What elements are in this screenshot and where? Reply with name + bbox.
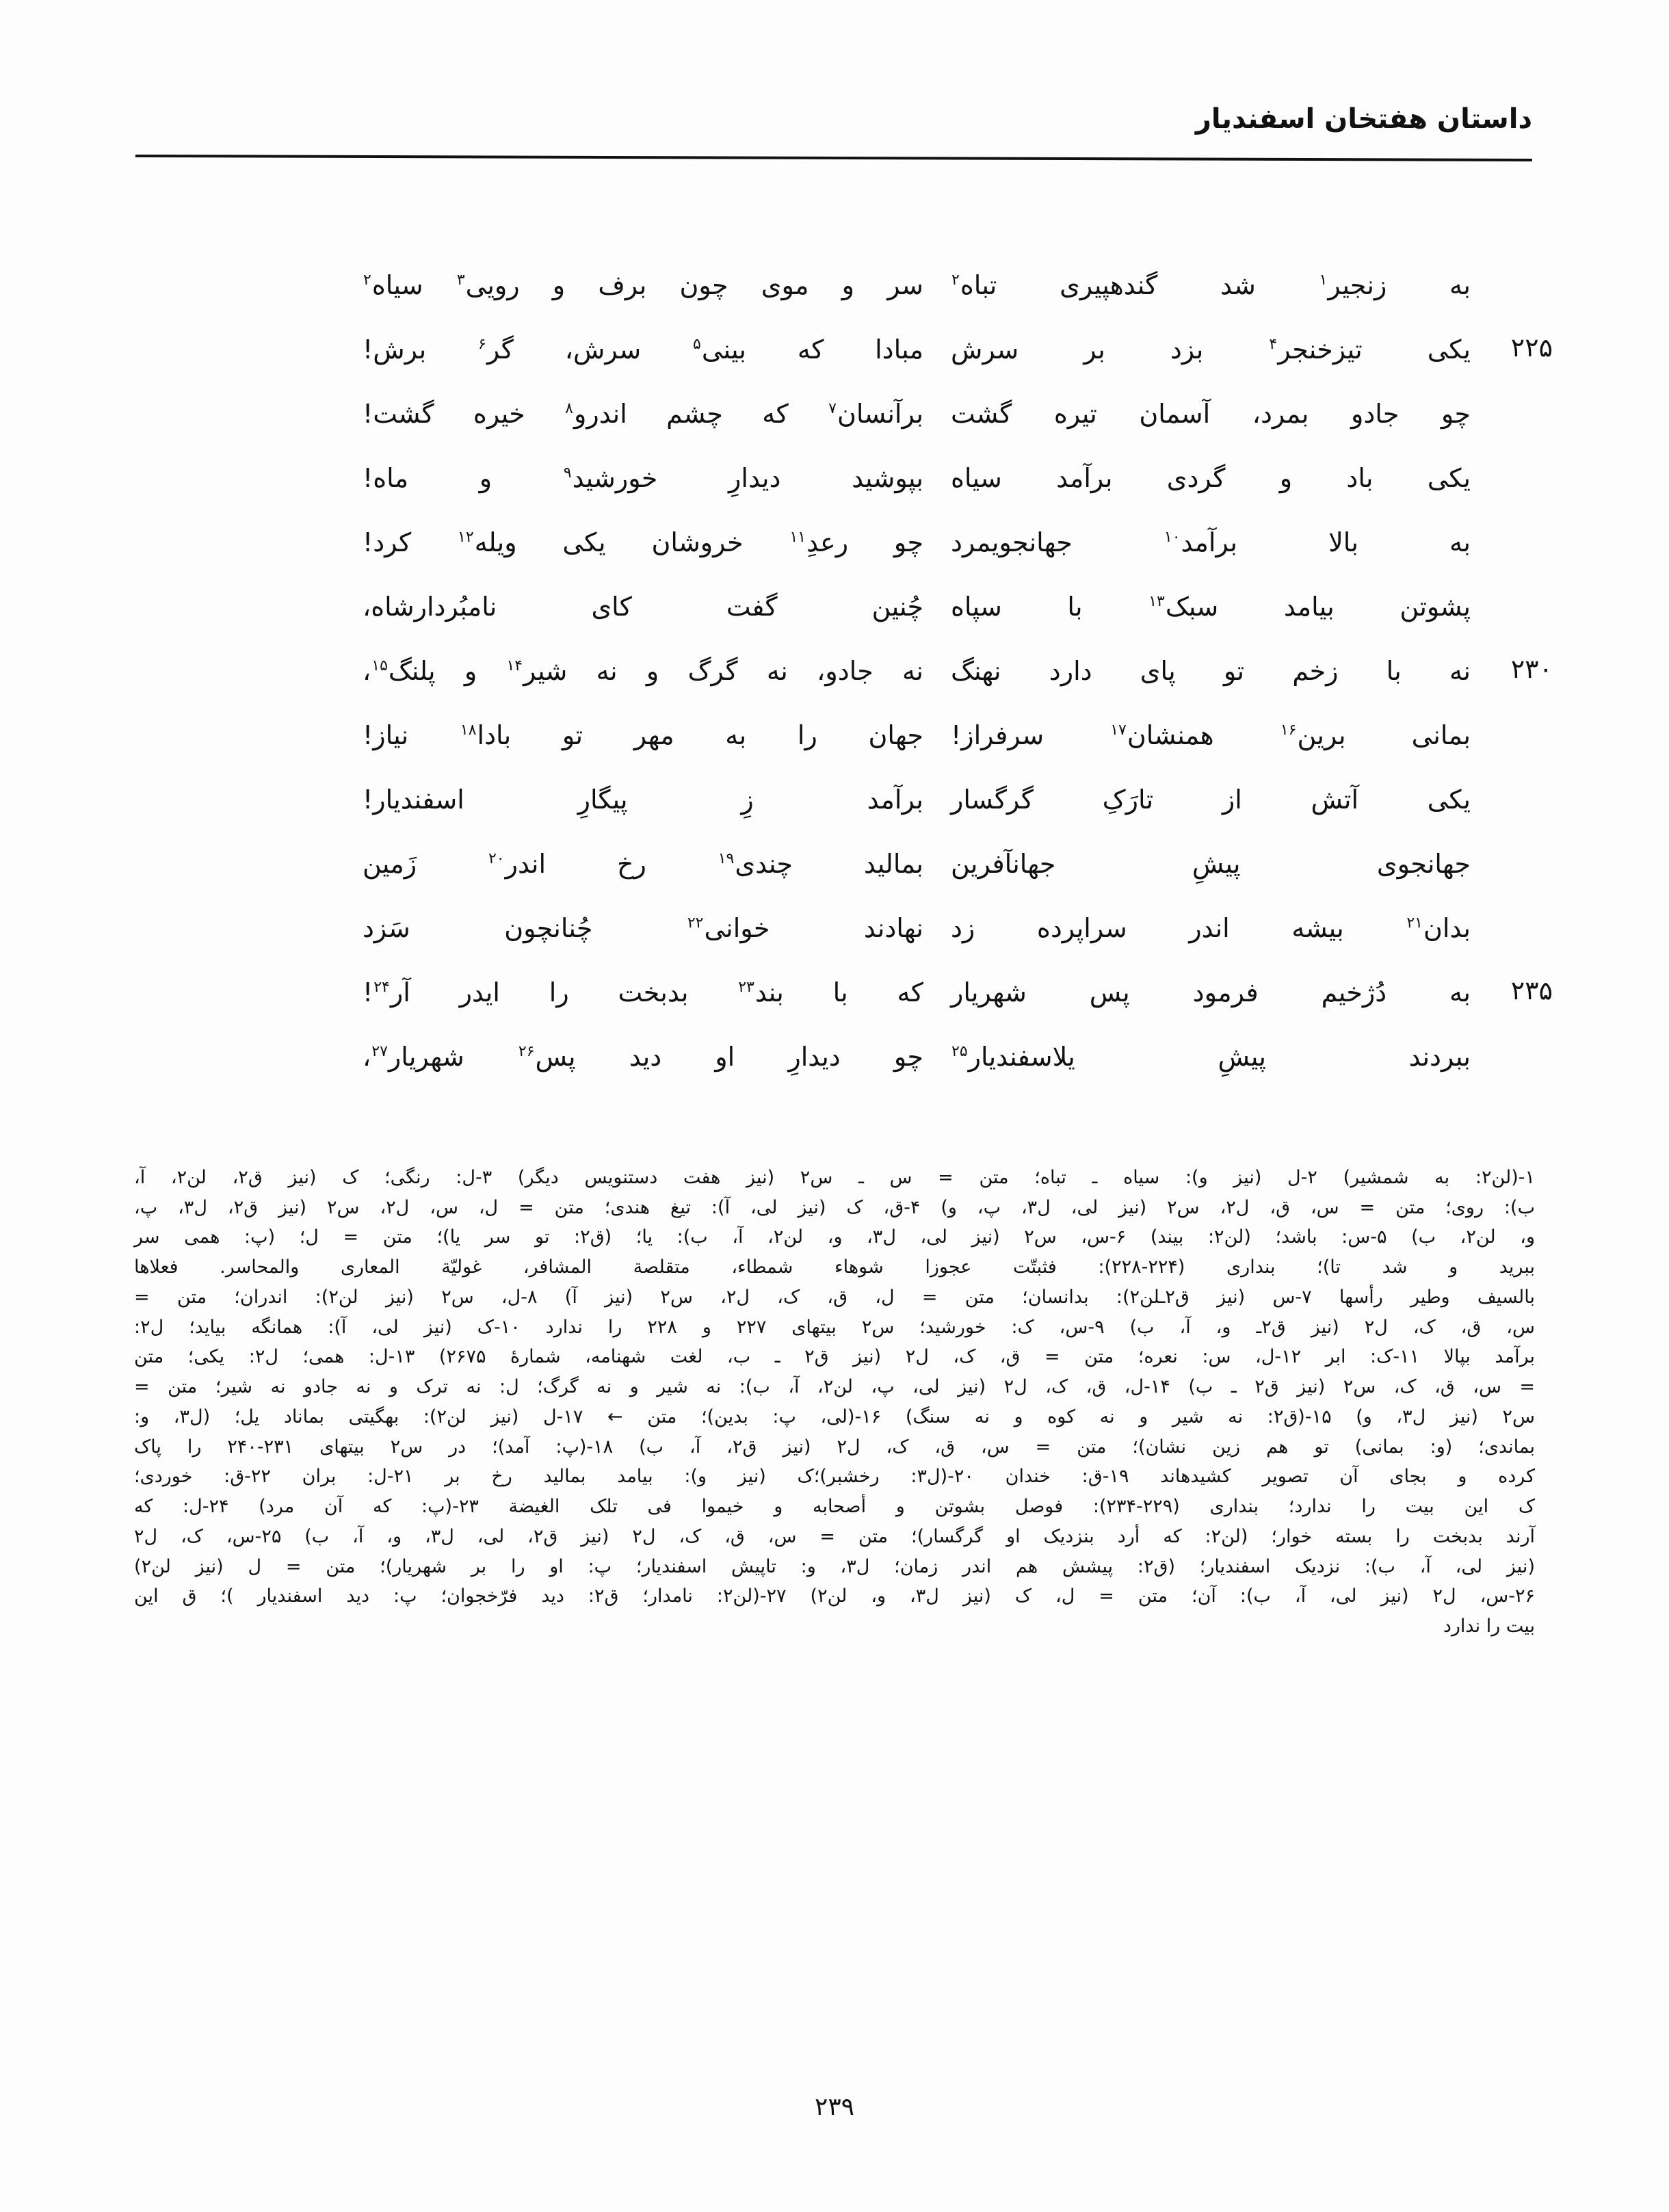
apparatus-line: و، لن۲، ب) ۵-س: باشد؛ (لن۲: بیند) ۶-س، س۲ (نیز لی، ل۳، و، لن۲، آ، ب): یا؛ (ق۲: تو سر یا)؛ متن = ل؛ (پ: همی سر (134, 1226, 1535, 1248)
verse-number (1471, 580, 1553, 590)
hemistich-right: پشوتن بیامد سبک$^{۱۳}$ با سپاه (951, 592, 1471, 622)
hemistich-right: یکی باد و گردی برآمد سیاه (951, 463, 1471, 493)
running-head-title: داستان هفتخان اسفندیار (1195, 103, 1532, 135)
couplet (192, 580, 1553, 633)
hemistich-left: بمالید چندی$^{۱۹}$ رخ اندر$^{۲۰}$ زَمین (363, 849, 923, 879)
footnote-marker: ۲۷ (371, 1043, 388, 1061)
apparatus-line: ۱-(لن۲: به شمشیر) ۲-ل (نیز و): سیاه ـ تباه؛ متن = س ـ س۲ (نیز هفت دستنویس دیگر) ۳-ل: رنگی؛ ک (نیز ق۲، لن۲، آ، (134, 1167, 1536, 1188)
hemistich-left: که با بند$^{۲۳}$ بدبخت را ایدر آر$^{۲۴}$! (363, 977, 923, 1008)
footnote-marker: ۱۵ (371, 657, 388, 675)
footnote-marker: ۲۳ (738, 979, 754, 997)
apparatus-line: س۲ (نیز ل۳، و) ۱۵-(ق۲: نه شیر و نه کوه و نه سنگ) ۱۶-(لی، پ: بدین)؛ متن ← ۱۷-ل (نیز لن۲): بهگیتی بماناد یل؛ (ل۳، و: (134, 1406, 1535, 1427)
footnote-marker: ۲۵ (951, 1043, 968, 1061)
verse-number (1471, 1030, 1553, 1040)
hemistich-left: نهادند خوانی$^{۲۲}$ چُنانچون سَزد (363, 913, 923, 943)
footnote-marker: ۲۶ (518, 1043, 535, 1061)
footnote-marker: ۱ (1319, 272, 1328, 289)
hemistich-right: یکی تیزخنجر$^۴$ بزد بر سرش (951, 334, 1471, 365)
apparatus-line: ۲۶-س، ل۲ (نیز لی، آ، ب): آن؛ متن = ل، ک (نیز ل۳، و، لن۲) ۲۷-(لن۲: نامدار؛ ق۲: دید فرّخجوان؛ پ: دید اسفندیار )؛ ق این (134, 1585, 1536, 1607)
verse-number (1471, 387, 1553, 397)
hemistich-right: به بالا برآمد$^{۱۰}$ جهانجویمرد (951, 527, 1471, 557)
hemistich-right: جهانجوی پیشِ جهانآفرین (951, 849, 1471, 879)
hemistich-left: برآنسان$^۷$ که چشم اندرو$^۸$ خیره گشت! (363, 399, 923, 429)
hemistich-left: نه جادو، نه گرگ و نه شیر$^{۱۴}$ و پلنگ$^{۱۵}$، (363, 656, 923, 686)
couplet (192, 259, 1553, 312)
apparatus-line: بماندی؛ (و: بمانی) تو هم زین نشان)؛ متن = س، ق، ک، ل۲ (نیز ق۲، آ، ب) ۱۸-(پ: آمد)؛ در س۲ بیتهای ۲۳۱-۲۴۰ را پاک (134, 1436, 1535, 1458)
footnote-marker: ۲۲ (687, 914, 704, 932)
hemistich-left: چو دیدارِ او دید پس$^{۲۶}$ شهریار$^{۲۷}$، (363, 1042, 923, 1072)
apparatus-line: بالسیف وطیر رأسها ۷-س (نیز ق۲ـلن۲): بدانسان؛ متن = ل، ق، ک، ل۲، س۲ (نیز آ) ۸-ل، س۲ (نیز لن۲): اندران؛ متن = (134, 1286, 1535, 1308)
verse-number (1471, 773, 1553, 782)
couplet (192, 387, 1553, 440)
apparatus-line: آرند بدبخت را بسته خوار؛ (لن۲: که أرد بنزدیک او گرگسار)؛ متن = س، ق، ک، ل۲ (نیز ق۲، لی، ل۳، و، آ، ب) ۲۵-س، ک، ل۲ (134, 1525, 1536, 1547)
hemistich-left: مبادا که بینی$^۵$ سرش، گر$^۶$ برش! (363, 334, 923, 365)
verse-number: ۲۳۵ (1510, 975, 1553, 1005)
footnote-marker: ۲۱ (1406, 914, 1423, 932)
footnote-marker: ۱۴ (506, 657, 523, 675)
verse-number (1471, 259, 1553, 268)
hemistich-right: یکی آتش از تارَکِ گرگسار (951, 785, 1471, 815)
verse-number (1471, 709, 1553, 718)
hemistich-right: ببردند پیشِ یلاسفندیار$^{۲۵}$ (951, 1042, 1471, 1072)
footnote-marker: ۷ (828, 400, 837, 418)
hemistich-right: به دُژخیم فرمود پس شهریار (951, 977, 1471, 1008)
verse-number (1471, 837, 1553, 847)
apparatus-line: = س، ق، ک، س۲ (نیز ق۲ ـ ب) ۱۴-ل، ق، ک، ل۲ (نیز لی، پ، لن۲، آ، ب): نه شیر و نه گرگ؛ ل: نه ترک و نه جادو نه شیر؛ متن = (134, 1376, 1536, 1398)
apparatus-line: ب): روی؛ متن = س، ق، ل۲، س۲ (نیز لی، ل۳، پ، و) ۴-ق، ک (نیز لی، آ): تیغ هندی؛ متن = ل، س، ل۲، س۲ (نیز ق۲، ل۳، پ، (134, 1196, 1535, 1218)
couplet (192, 966, 1553, 1019)
footnote-marker: ۱۳ (1148, 593, 1165, 611)
hemistich-right: بدان$^{۲۱}$ بیشه اندر سراپرده زد (951, 913, 1471, 943)
couplet (192, 1030, 1553, 1083)
verse-number (1471, 901, 1553, 911)
hemistich-left: چو رعدِ$^{۱۱}$ خروشان یکی ویله$^{۱۲}$ کرد! (363, 527, 924, 557)
apparatus-line: بیت را ندارد (1443, 1616, 1535, 1637)
apparatus-line: ببرید و شد تا)؛ بنداری (۲۲۴-۲۲۸): فثبتّت عجوزا شوهاء شمطاء، متقلصة المشافر، غولیّة المعاری والمحاسر. فعلاها (134, 1256, 1535, 1278)
footnote-marker: ۱۷ (1110, 722, 1127, 739)
couplet (192, 709, 1553, 762)
couplet (192, 451, 1553, 505)
footnote-marker: ۹ (563, 464, 572, 482)
hemistich-left: سر و موی چون برف و رویی$^۳$ سیاه$^۲$ (363, 270, 924, 300)
apparatus-line: (نیز لی، آ، ب): نزدیک اسفندیار؛ (ق۲: پیشش هم اندر زمان؛ ل۳، و: تاپیش اسفندیار؛ پ: او را بر شهریار)؛ متن = ل (نیز لن۲) (134, 1555, 1535, 1577)
hemistich-right: نه با زخم تو پای دارد نهنگ (951, 656, 1471, 686)
couplet (192, 773, 1553, 826)
couplet (192, 644, 1553, 698)
couplet (192, 516, 1553, 569)
footnote-marker: ۳ (456, 272, 465, 289)
apparatus-line: ک این بیت را ندارد؛ بنداری (۲۲۹-۲۳۴): فوصل بشوتن و أصحابه و خیموا فی تلک الغیضة ۲۳-(پ: که آن مرد) ۲۴-ل: که (134, 1496, 1536, 1518)
verse-number (1471, 451, 1553, 461)
hemistich-right: به زنجیر$^۱$ شد گندهپیری تباه$^۲$ (951, 270, 1471, 300)
footnote-marker: ۶ (478, 336, 486, 354)
hemistich-left: چُنین گفت کای نامبُردارشاه، (363, 592, 923, 622)
hemistich-left: بپوشید دیدارِ خورشید$^۹$ و ماه! (363, 463, 923, 493)
footnote-marker: ۲ (363, 272, 371, 289)
footnote-marker: ۲ (951, 272, 960, 289)
footnote-marker: ۲۴ (373, 979, 390, 997)
couplet (192, 837, 1553, 891)
apparatus-line: برآمد بپالا ۱۱-ک: ابر ۱۲-ل، س: نعره؛ متن = ق، ک، ل۲ (نیز ق۲ ـ ب، لغت شهنامه، شمارهٔ ۲۶۷۵) ۱۳-ل: همی؛ ل۲: یکی؛ متن (134, 1346, 1535, 1368)
footnote-marker: ۱۸ (460, 722, 477, 739)
page-number: ۲۳۹ (814, 2093, 854, 2121)
apparatus-line: کرده و بجای آن تصویر کشیدهاند ۱۹-ق: خندان ۲۰-(ل۳: رخشبر)؛ک (نیز و): بیامد بمالید رخ بر ۲۱-ل: بران ۲۲-ق: خوردی؛ (134, 1466, 1535, 1488)
hemistich-left: جهان را به مهر تو بادا$^{۱۸}$ نیاز! (363, 720, 924, 750)
hemistich-right: چو جادو بمرد، آسمان تیره گشت (951, 399, 1471, 429)
verse-number (1471, 516, 1553, 525)
apparatus-line: س، ق، ک، ل۲ (نیز ق۲ـ و، آ، ب) ۹-س، ک: خورشید؛ س۲ بیتهای ۲۲۷ و ۲۲۸ را ندارد ۱۰-ک (نیز لی، آ): همانگه بیاید؛ ل۲: (134, 1316, 1535, 1338)
footnote-marker: ۵ (693, 336, 701, 354)
footnote-marker: ۸ (565, 400, 573, 418)
verse-number: ۲۳۰ (1510, 654, 1553, 684)
footnote-marker: ۱۱ (789, 529, 806, 547)
couplet (192, 901, 1553, 955)
footnote-marker: ۱۲ (458, 529, 474, 547)
couplet (192, 323, 1553, 376)
verse-block (192, 259, 1553, 1094)
footnote-marker: ۱۹ (718, 850, 735, 868)
verse-number: ۲۲۵ (1510, 332, 1553, 363)
footnote-marker: ۱۶ (1280, 722, 1297, 739)
footnote-marker: ۴ (1269, 336, 1278, 354)
hemistich-left: برآمد زِ پیگارِ اسفندیار! (363, 785, 923, 815)
footnote-marker: ۲۰ (488, 850, 505, 868)
hemistich-right: بمانی برین$^{۱۶}$ همنشان$^{۱۷}$ سرفراز! (951, 720, 1471, 750)
footnote-marker: ۱۰ (1164, 529, 1181, 547)
apparatus-criticus (134, 1163, 1535, 1642)
